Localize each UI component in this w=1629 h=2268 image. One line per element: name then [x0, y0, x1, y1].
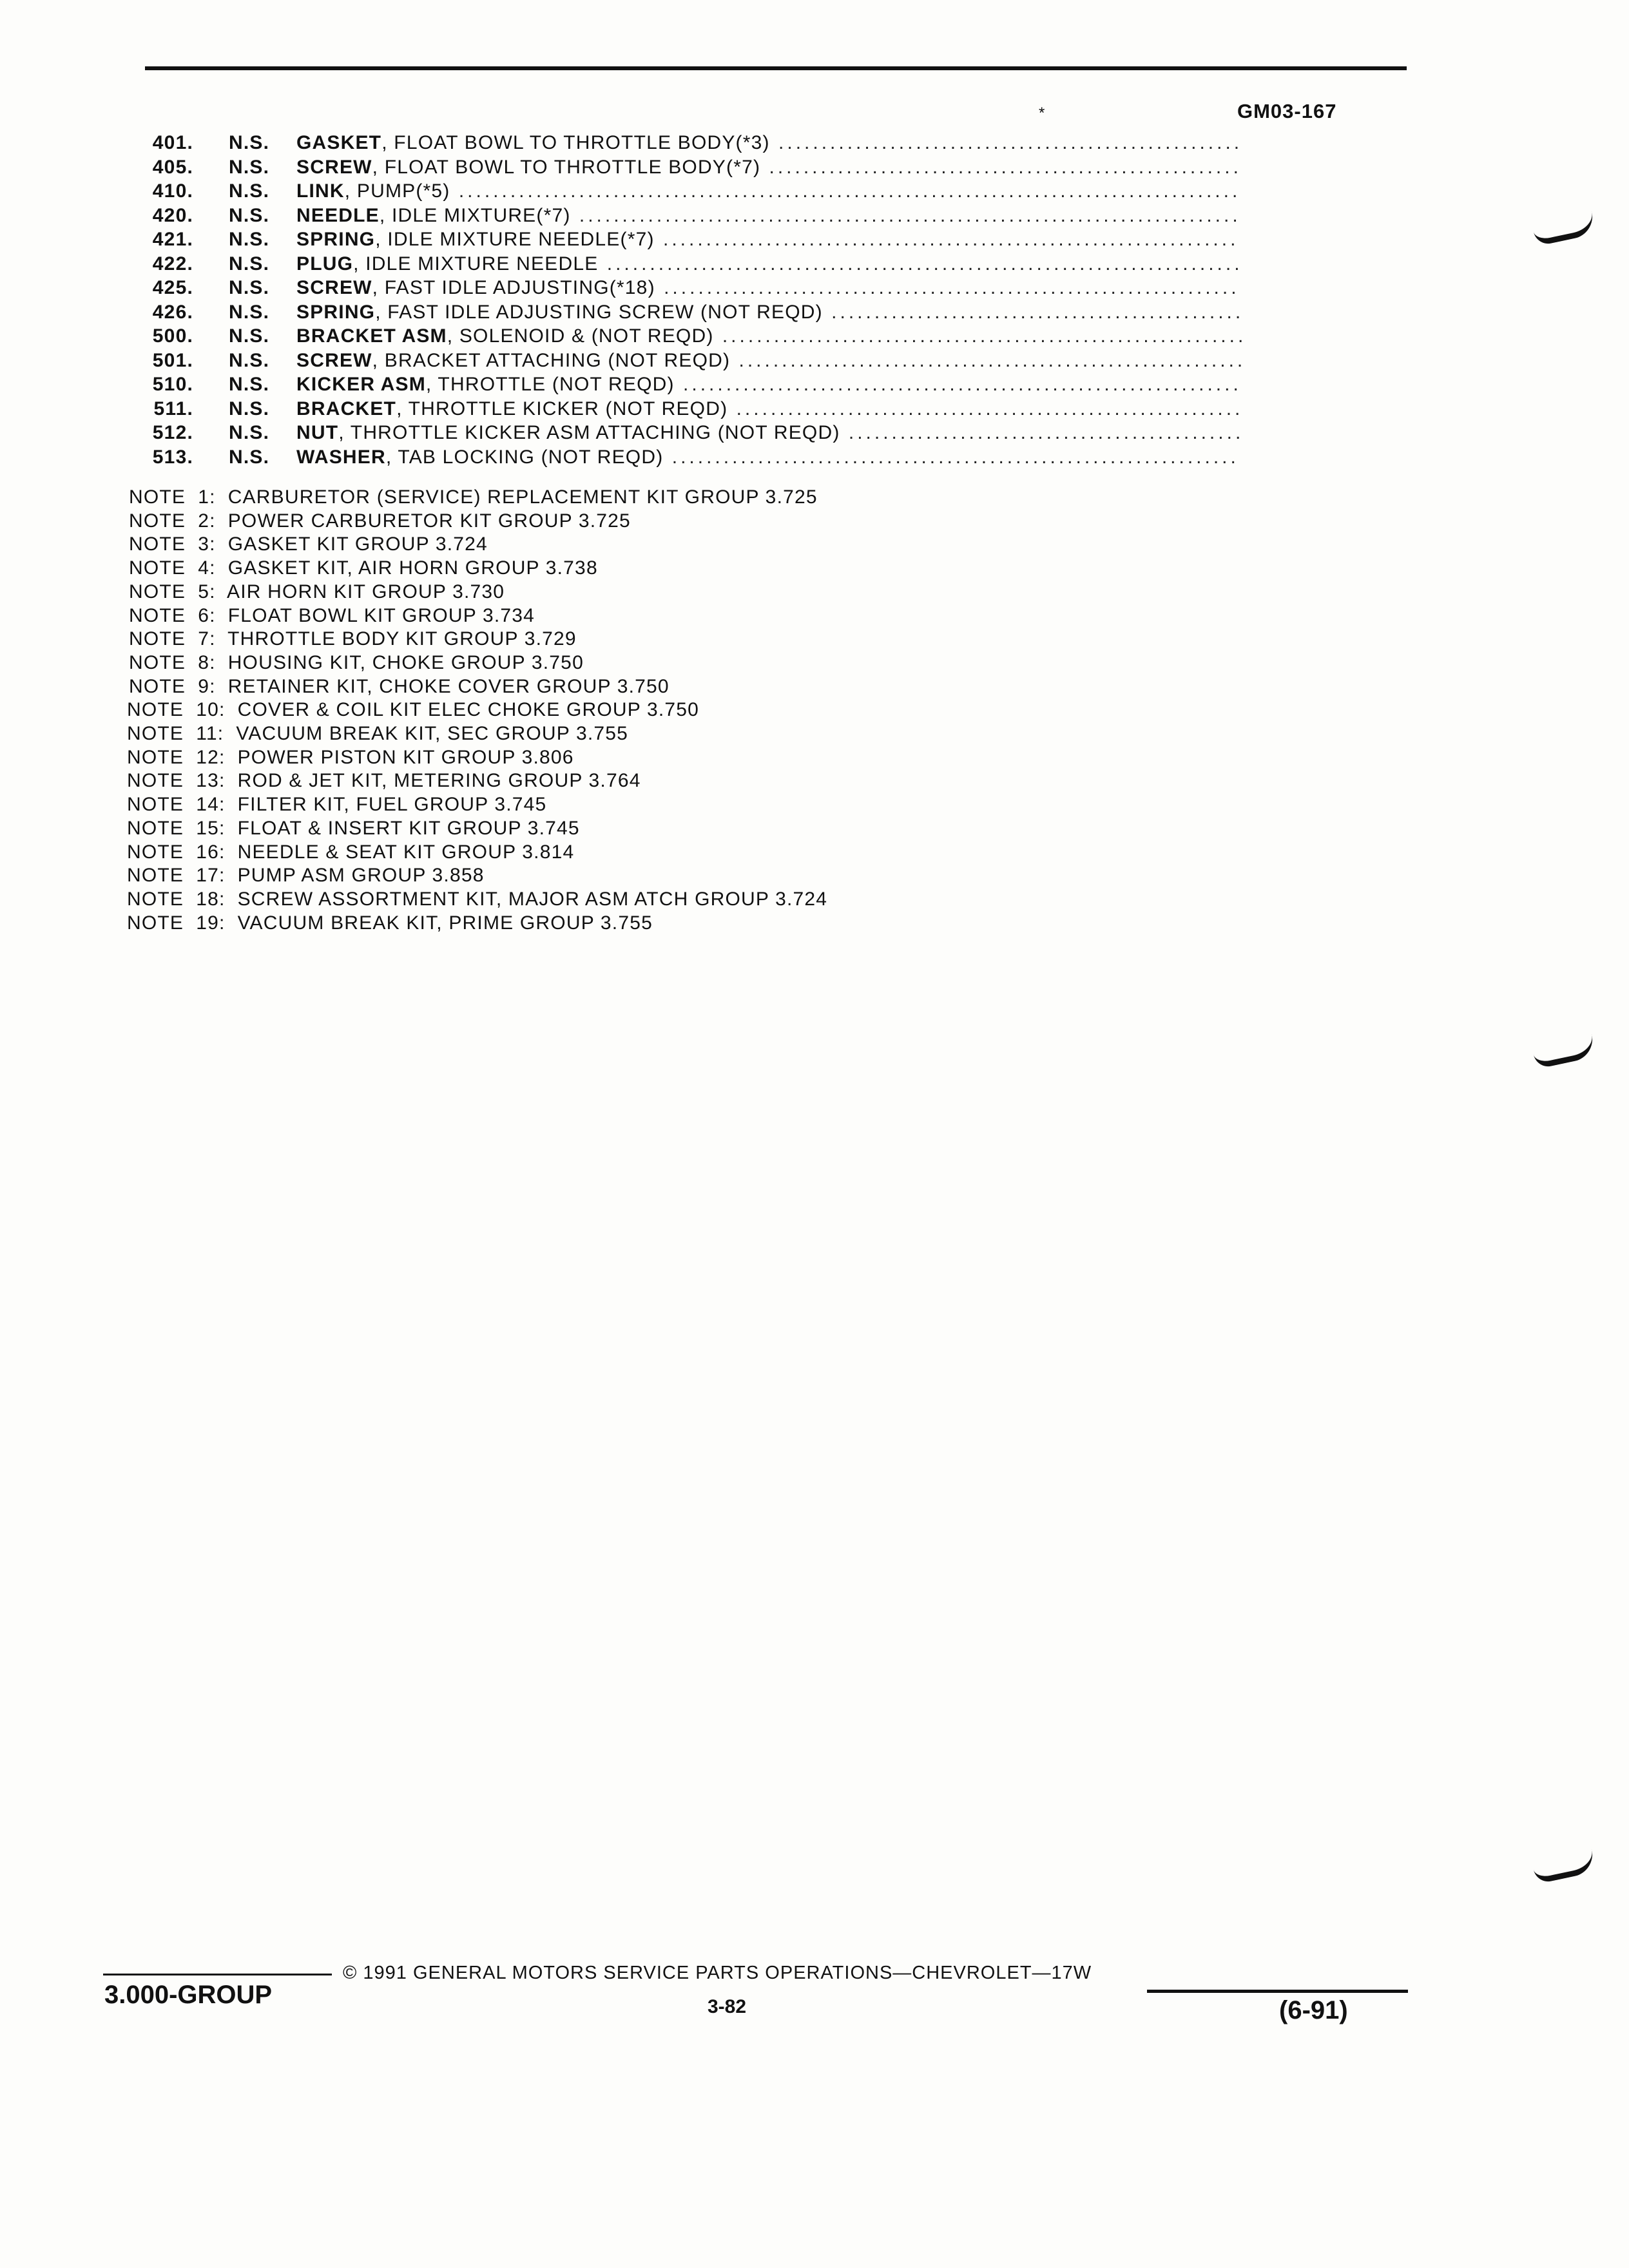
part-number: 500.	[152, 325, 193, 347]
note-line: NOTE 9: RETAINER KIT, CHOKE COVER GROUP 3.750	[129, 675, 670, 697]
part-name: KICKER ASM	[296, 374, 426, 395]
part-row	[129, 157, 1253, 181]
part-row	[129, 132, 1253, 157]
top-rule	[145, 66, 1407, 70]
part-description: , THROTTLE KICKER (NOT REQD)	[396, 398, 728, 419]
part-entry	[296, 422, 1244, 444]
part-entry	[296, 157, 1242, 178]
part-number: 425.	[152, 277, 193, 298]
part-row	[129, 229, 1253, 253]
part-ns-code: N.S.	[229, 253, 270, 274]
part-entry	[296, 253, 1243, 275]
part-row	[129, 302, 1253, 326]
part-ns-code: N.S.	[229, 349, 270, 371]
part-name: SCREW	[296, 349, 372, 371]
part-ns-code: N.S.	[229, 229, 270, 250]
part-name: SCREW	[296, 277, 372, 298]
note-line: NOTE 7: THROTTLE BODY KIT GROUP 3.729	[129, 628, 577, 650]
dot-leader: ...................................................................	[654, 229, 1239, 250]
part-entry	[296, 374, 1242, 396]
part-description: , FAST IDLE ADJUSTING SCREW (NOT REQD)	[375, 301, 823, 323]
binder-hole-mark-top	[1532, 212, 1596, 247]
part-row	[129, 398, 1253, 423]
part-ns-code: N.S.	[229, 156, 270, 178]
dot-leader: ...................................................................	[655, 277, 1240, 298]
note-line: NOTE 8: HOUSING KIT, CHOKE GROUP 3.750	[129, 651, 584, 673]
part-description: , THROTTLE KICKER ASM ATTACHING (NOT REQD)	[338, 422, 840, 443]
note-line: NOTE 1: CARBURETOR (SERVICE) REPLACEMENT KIT GROUP 3.725	[129, 486, 818, 508]
part-name: SPRING	[296, 301, 376, 323]
part-ns-code: N.S.	[229, 204, 270, 226]
part-entry	[296, 132, 1242, 154]
part-ns-code: N.S.	[229, 180, 270, 202]
part-number: 421.	[152, 229, 193, 250]
part-number: 410.	[152, 180, 193, 202]
part-description: , THROTTLE (NOT REQD)	[425, 374, 675, 395]
note-line: NOTE 2: POWER CARBURETOR KIT GROUP 3.725	[129, 510, 631, 532]
note-line: NOTE 5: AIR HORN KIT GROUP 3.730	[129, 581, 505, 602]
part-description: , FLOAT BOWL TO THROTTLE BODY(*3)	[381, 132, 770, 153]
part-number: 512.	[152, 422, 193, 443]
document-id: GM03-167	[1237, 100, 1337, 122]
dot-leader: ...........................................................	[730, 349, 1246, 371]
part-ns-code: N.S.	[229, 422, 270, 443]
part-number: 422.	[152, 253, 193, 274]
part-description: , IDLE MIXTURE NEEDLE(*7)	[375, 229, 655, 250]
page-number: 3-82	[708, 1996, 747, 2017]
note-line: NOTE 3: GASKET KIT GROUP 3.724	[129, 533, 488, 555]
part-description: , IDLE MIXTURE(*7)	[379, 204, 571, 226]
part-entry	[296, 398, 1243, 420]
footer-rule-right	[1147, 1990, 1408, 1993]
part-name: PLUG	[296, 253, 354, 274]
part-entry	[296, 302, 1244, 323]
part-number: 501.	[152, 349, 193, 371]
note-line: NOTE 15: FLOAT & INSERT KIT GROUP 3.745	[127, 817, 580, 839]
note-line: NOTE 4: GASKET KIT, AIR HORN GROUP 3.738	[129, 557, 598, 579]
part-ns-code: N.S.	[229, 374, 270, 395]
part-description: , IDLE MIXTURE NEEDLE	[353, 253, 599, 274]
part-ns-code: N.S.	[229, 446, 270, 468]
part-row	[129, 205, 1253, 229]
part-number: 405.	[152, 156, 193, 178]
part-name: GASKET	[296, 132, 382, 153]
part-number: 420.	[152, 204, 193, 226]
part-entry	[296, 277, 1240, 299]
dot-leader: ..............................................	[840, 422, 1244, 443]
part-ns-code: N.S.	[229, 325, 270, 347]
part-description: , FLOAT BOWL TO THROTTLE BODY(*7)	[372, 156, 761, 178]
asterisk-marker: *	[1039, 104, 1045, 122]
part-name: NEEDLE	[296, 204, 380, 226]
note-line: NOTE 13: ROD & JET KIT, METERING GROUP 3.764	[127, 770, 641, 792]
part-name: SPRING	[296, 229, 376, 250]
part-number: 401.	[152, 132, 193, 153]
part-name: SCREW	[296, 156, 372, 178]
part-name: BRACKET	[296, 398, 397, 419]
part-entry	[296, 350, 1246, 372]
part-name: BRACKET ASM	[296, 325, 447, 347]
part-row	[129, 350, 1253, 374]
dot-leader: ...........................................................................................	[450, 180, 1241, 202]
note-line: NOTE 19: VACUUM BREAK KIT, PRIME GROUP 3.755	[127, 912, 653, 934]
footer-group-label: 3.000-GROUP	[104, 1981, 273, 2009]
note-line: NOTE 17: PUMP ASM GROUP 3.858	[127, 865, 485, 887]
part-ns-code: N.S.	[229, 301, 270, 323]
dot-leader: ................................................	[822, 301, 1244, 323]
part-row	[129, 253, 1253, 278]
part-entry	[296, 447, 1239, 468]
note-line: NOTE 18: SCREW ASSORTMENT KIT, MAJOR ASM ATCH GROUP 3.724	[127, 888, 828, 910]
part-number: 511.	[153, 398, 193, 419]
revision-date: (6-91)	[1279, 1996, 1348, 2024]
dot-leader: ..................................................................	[663, 446, 1239, 468]
dot-leader: .............................................................................	[570, 204, 1241, 226]
part-name: WASHER	[296, 446, 386, 468]
footer-rule-left	[103, 1974, 332, 1975]
part-number: 513.	[152, 446, 193, 468]
dot-leader: .......................................................	[760, 156, 1242, 178]
part-description: , TAB LOCKING (NOT REQD)	[385, 446, 664, 468]
part-row	[129, 180, 1253, 205]
part-name: LINK	[296, 180, 345, 202]
part-description: , FAST IDLE ADJUSTING(*18)	[372, 277, 655, 298]
note-line: NOTE 11: VACUUM BREAK KIT, SEC GROUP 3.755	[127, 723, 629, 744]
part-entry	[296, 325, 1246, 347]
binder-hole-mark-middle	[1532, 1035, 1596, 1070]
part-entry	[296, 180, 1240, 202]
dot-leader: ...........................................................	[728, 398, 1244, 419]
part-ns-code: N.S.	[229, 277, 270, 298]
dot-leader: .............................................................	[713, 325, 1247, 347]
part-name: NUT	[296, 422, 339, 443]
part-row	[129, 422, 1253, 447]
note-line: NOTE 6: FLOAT BOWL KIT GROUP 3.734	[129, 604, 535, 626]
part-description: , PUMP(*5)	[344, 180, 450, 202]
part-row	[129, 277, 1253, 302]
part-number: 426.	[152, 301, 193, 323]
part-row	[129, 374, 1253, 398]
dot-leader: .................................................................	[674, 374, 1242, 395]
note-line: NOTE 12: POWER PISTON KIT GROUP 3.806	[127, 746, 574, 768]
note-line: NOTE 14: FILTER KIT, FUEL GROUP 3.745	[127, 794, 547, 816]
note-line: NOTE 16: NEEDLE & SEAT KIT GROUP 3.814	[127, 841, 575, 863]
part-entry	[296, 229, 1239, 251]
part-description: , SOLENOID & (NOT REQD)	[447, 325, 714, 347]
part-entry	[296, 205, 1241, 227]
note-line: NOTE 10: COVER & COIL KIT ELEC CHOKE GROUP 3.750	[127, 699, 700, 721]
dot-leader: ..........................................................................	[598, 253, 1243, 274]
footer-copyright: © 1991 GENERAL MOTORS SERVICE PARTS OPERATIONS—CHEVROLET—17W	[343, 1963, 1092, 1983]
part-number: 510.	[152, 374, 193, 395]
binder-hole-mark-bottom	[1532, 1850, 1596, 1885]
part-row	[129, 325, 1253, 350]
dot-leader: ......................................................	[769, 132, 1243, 153]
part-ns-code: N.S.	[229, 398, 270, 419]
part-row	[129, 447, 1253, 471]
part-description: , BRACKET ATTACHING (NOT REQD)	[372, 349, 731, 371]
part-ns-code: N.S.	[229, 132, 270, 153]
